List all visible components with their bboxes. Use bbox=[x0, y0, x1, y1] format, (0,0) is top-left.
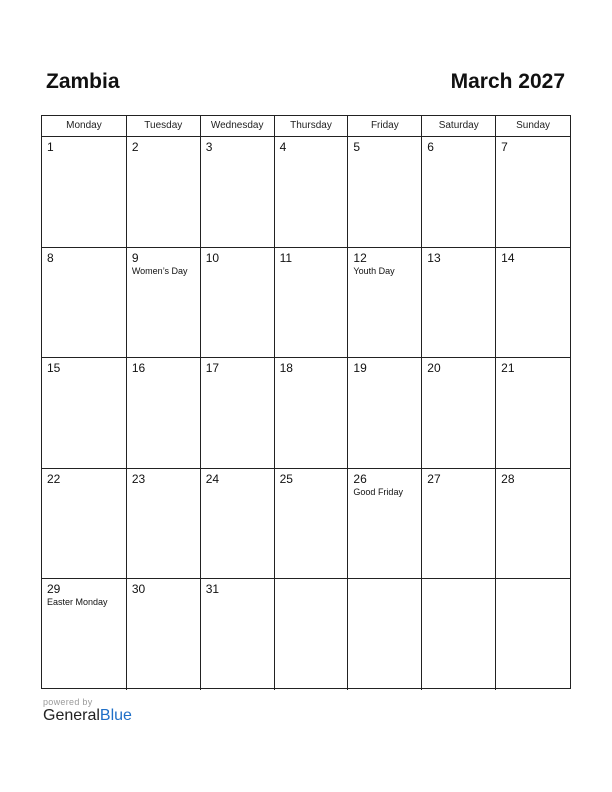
day-cell bbox=[422, 248, 496, 358]
weekday-tuesday: Tuesday bbox=[127, 116, 201, 136]
powered-by-text: powered by bbox=[43, 697, 93, 707]
holiday-label: Good Friday bbox=[353, 486, 403, 497]
day-cell bbox=[348, 469, 422, 579]
day-number: 16 bbox=[131, 361, 146, 375]
day-number: 4 bbox=[279, 140, 287, 154]
day-cell bbox=[348, 358, 422, 468]
day-cell bbox=[127, 358, 201, 468]
weekday-thursday: Thursday bbox=[275, 116, 349, 136]
day-number: 10 bbox=[205, 250, 220, 265]
day-cell bbox=[42, 579, 127, 690]
day-number: 6 bbox=[427, 140, 434, 154]
day-number: 27 bbox=[427, 471, 441, 486]
weekday-saturday: Saturday bbox=[422, 116, 496, 136]
day-cell bbox=[127, 469, 201, 579]
week-row bbox=[42, 579, 570, 690]
day-cell bbox=[348, 137, 422, 247]
day-cell bbox=[42, 248, 127, 358]
week-row bbox=[42, 358, 570, 469]
day-cell bbox=[496, 358, 570, 468]
day-number: 23 bbox=[131, 471, 146, 486]
day-number: 15 bbox=[47, 361, 61, 375]
day-cell bbox=[201, 579, 275, 690]
day-cell bbox=[275, 469, 349, 579]
day-cell bbox=[496, 469, 570, 579]
brand-logo bbox=[43, 707, 132, 725]
day-cell bbox=[422, 358, 496, 468]
weekday-monday: Monday bbox=[42, 116, 127, 136]
day-cell bbox=[275, 358, 349, 468]
weekday-header-row bbox=[42, 116, 570, 137]
day-cell bbox=[422, 137, 496, 247]
holiday-label: Women’s Day bbox=[131, 265, 188, 276]
footer-branding bbox=[43, 697, 132, 725]
day-cell bbox=[496, 579, 570, 690]
day-cell bbox=[127, 248, 201, 358]
week-row bbox=[42, 137, 570, 248]
day-number: 20 bbox=[427, 361, 441, 375]
day-cell bbox=[496, 137, 570, 247]
day-cell bbox=[422, 579, 496, 690]
week-row bbox=[42, 469, 570, 580]
day-number: 9 bbox=[131, 250, 139, 265]
day-cell bbox=[348, 248, 422, 358]
holiday-label: Easter Monday bbox=[47, 597, 108, 607]
day-cell bbox=[496, 248, 570, 358]
day-cell bbox=[422, 469, 496, 579]
month-title: March 2027 bbox=[450, 70, 565, 93]
day-number: 28 bbox=[501, 471, 515, 486]
day-cell bbox=[201, 358, 275, 468]
day-number: 12 bbox=[353, 250, 367, 265]
day-number: 3 bbox=[205, 140, 213, 154]
day-number: 18 bbox=[279, 361, 293, 375]
weekday-friday: Friday bbox=[348, 116, 422, 136]
day-number: 5 bbox=[353, 140, 361, 154]
day-number: 13 bbox=[427, 250, 441, 265]
day-number: 24 bbox=[205, 471, 220, 486]
day-number: 29 bbox=[47, 582, 61, 596]
brand-blue: Blue bbox=[99, 707, 132, 724]
day-number: 17 bbox=[205, 361, 220, 375]
day-cell bbox=[42, 358, 127, 468]
day-cell bbox=[127, 137, 201, 247]
day-number: 1 bbox=[47, 140, 54, 154]
day-number: 22 bbox=[47, 471, 61, 486]
day-cell bbox=[201, 469, 275, 579]
day-number: 11 bbox=[279, 250, 293, 265]
weeks-container bbox=[42, 137, 570, 690]
day-number: 8 bbox=[47, 250, 54, 265]
week-row bbox=[42, 248, 570, 359]
day-number: 14 bbox=[501, 250, 515, 265]
day-cell bbox=[42, 137, 127, 247]
weekday-sunday: Sunday bbox=[516, 120, 551, 131]
day-cell bbox=[201, 137, 275, 247]
weekday-wednesday: Wednesday bbox=[201, 116, 275, 136]
day-number: 7 bbox=[501, 140, 508, 154]
day-number: 25 bbox=[279, 471, 293, 486]
day-number: 26 bbox=[353, 471, 367, 486]
day-cell bbox=[348, 579, 422, 690]
day-cell bbox=[275, 248, 349, 358]
holiday-label: Youth Day bbox=[353, 265, 395, 276]
day-number: 31 bbox=[205, 582, 220, 596]
day-number: 19 bbox=[353, 361, 367, 375]
day-cell bbox=[127, 579, 201, 690]
day-number: 2 bbox=[131, 140, 139, 154]
day-cell bbox=[42, 469, 127, 579]
day-number: 21 bbox=[501, 361, 515, 375]
calendar-grid bbox=[41, 115, 571, 689]
day-number: 30 bbox=[131, 582, 146, 596]
brand-general: General bbox=[43, 707, 100, 724]
day-cell bbox=[201, 248, 275, 358]
country-title: Zambia bbox=[46, 70, 120, 93]
day-cell bbox=[275, 579, 349, 690]
day-cell bbox=[275, 137, 349, 247]
